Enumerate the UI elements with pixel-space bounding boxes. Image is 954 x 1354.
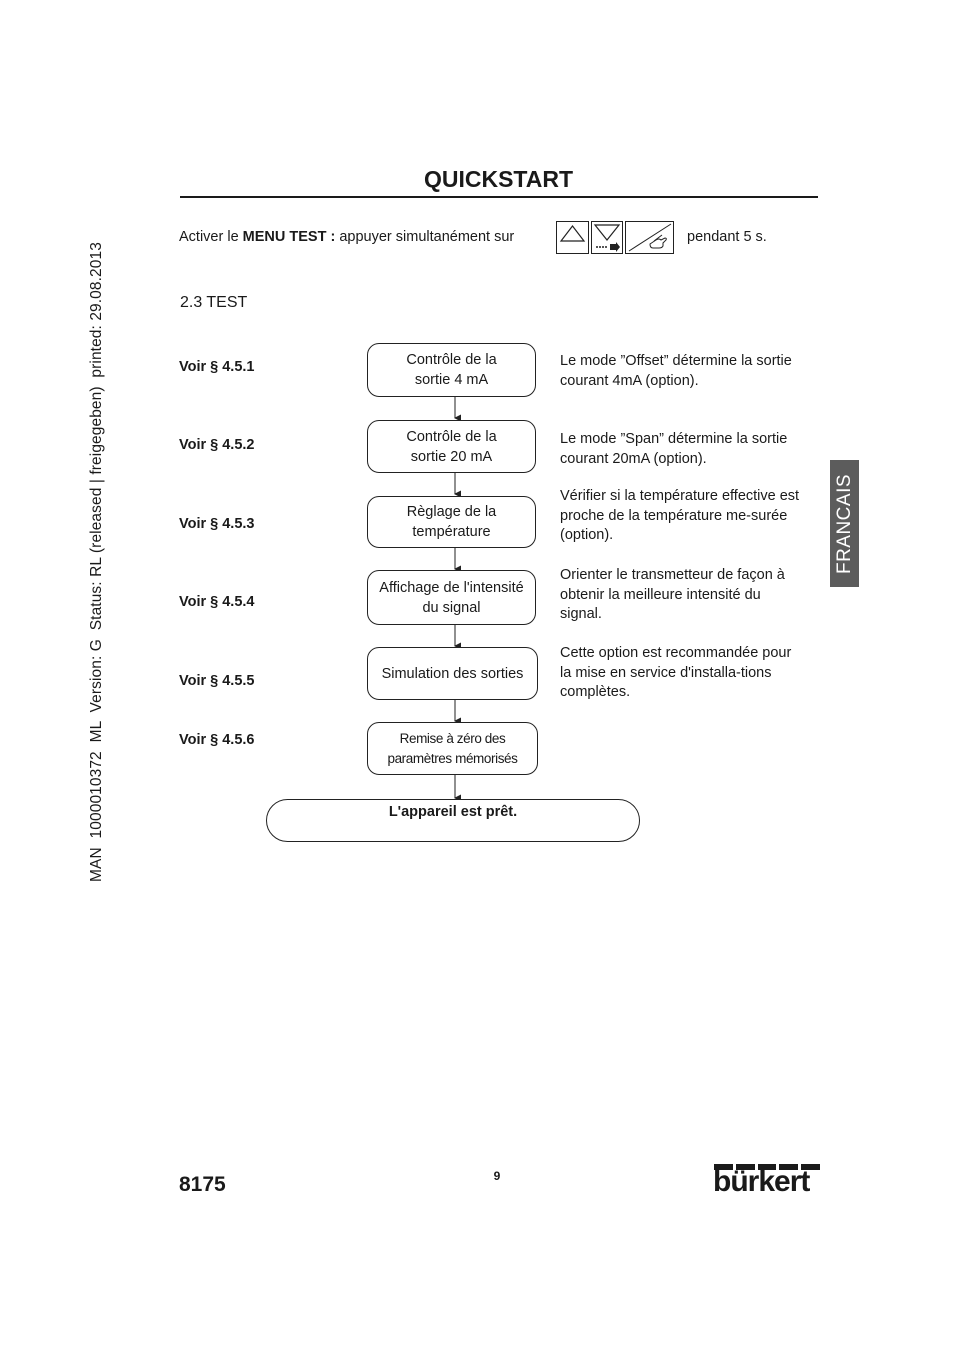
- language-tab-label: FRANCAIS: [833, 473, 855, 574]
- reference-4-5-5: Voir § 4.5.5: [179, 673, 255, 689]
- flow-step-4ma: [367, 343, 536, 397]
- reference-4-5-1: Voir § 4.5.1: [179, 359, 255, 375]
- flow-step-reset: [367, 722, 538, 775]
- flow-step-label: du signal: [422, 599, 481, 616]
- flow-step-simulation: [367, 647, 538, 700]
- flow-step-label: Règlage de la: [406, 504, 497, 520]
- flow-final-ready: [266, 799, 640, 842]
- reference-4-5-3: Voir § 4.5.3: [179, 516, 255, 532]
- description-offset: Le mode ”Offset” détermine la sortie courant 4mA (option).: [560, 353, 792, 389]
- flow-step-temperature: [367, 496, 536, 548]
- flow-step-signal: [367, 570, 536, 625]
- reference-4-5-2: Voir § 4.5.2: [179, 437, 255, 453]
- flow-step-label: Contrôle de la: [406, 352, 497, 368]
- flow-step-label: paramètres mémorisés: [387, 750, 518, 766]
- language-tab: [830, 460, 859, 587]
- instruction-menu-label: MENU TEST :: [242, 229, 336, 245]
- description-temperature: Vérifier si la température effective est proche de la température me-surée (option).: [560, 488, 800, 543]
- flow-step-label: Simulation des sorties: [381, 665, 524, 682]
- instruction-suffix: pendant 5 s.: [687, 229, 767, 245]
- reference-4-5-4: Voir § 4.5.4: [179, 594, 255, 610]
- flow-step-label: Affichage de l'intensité: [379, 579, 524, 596]
- reference-4-5-6: Voir § 4.5.6: [179, 732, 255, 748]
- page-number: 9: [493, 1169, 501, 1183]
- description-span: Le mode ”Span” détermine la sortie courant 20mA (option).: [560, 431, 788, 467]
- final-label: L'appareil est prêt.: [388, 804, 518, 820]
- flow-step-label: sortie 4 mA: [414, 372, 489, 388]
- description-signal: Orienter le transmetteur de façon à obtenir la meilleure intensité du signal.: [560, 567, 785, 622]
- logo-wordmark: bürkert: [713, 1165, 810, 1198]
- flow-step-label: température: [412, 524, 491, 540]
- instruction-prefix: Activer le: [179, 229, 243, 245]
- page-title: QUICKSTART: [423, 166, 574, 192]
- burkert-logo: [714, 1164, 820, 1200]
- flow-step-20ma: [367, 420, 536, 473]
- description-simulation: Cette option est recommandée pour la mise en service d'installa-tions complètes.: [560, 645, 792, 700]
- section-heading: 2.3 TEST: [180, 294, 248, 311]
- instruction-middle: appuyer simultanément sur: [335, 229, 515, 245]
- flow-step-label: sortie 20 mA: [410, 448, 493, 465]
- flow-step-label: Contrôle de la: [406, 428, 497, 445]
- product-model: 8175: [179, 1173, 226, 1196]
- flow-step-label: Remise à zéro des: [399, 730, 506, 746]
- document-metadata: MAN 1000010372 ML Version: G Status: RL (released | freigegeben) printed: 29.08.2013: [88, 242, 105, 882]
